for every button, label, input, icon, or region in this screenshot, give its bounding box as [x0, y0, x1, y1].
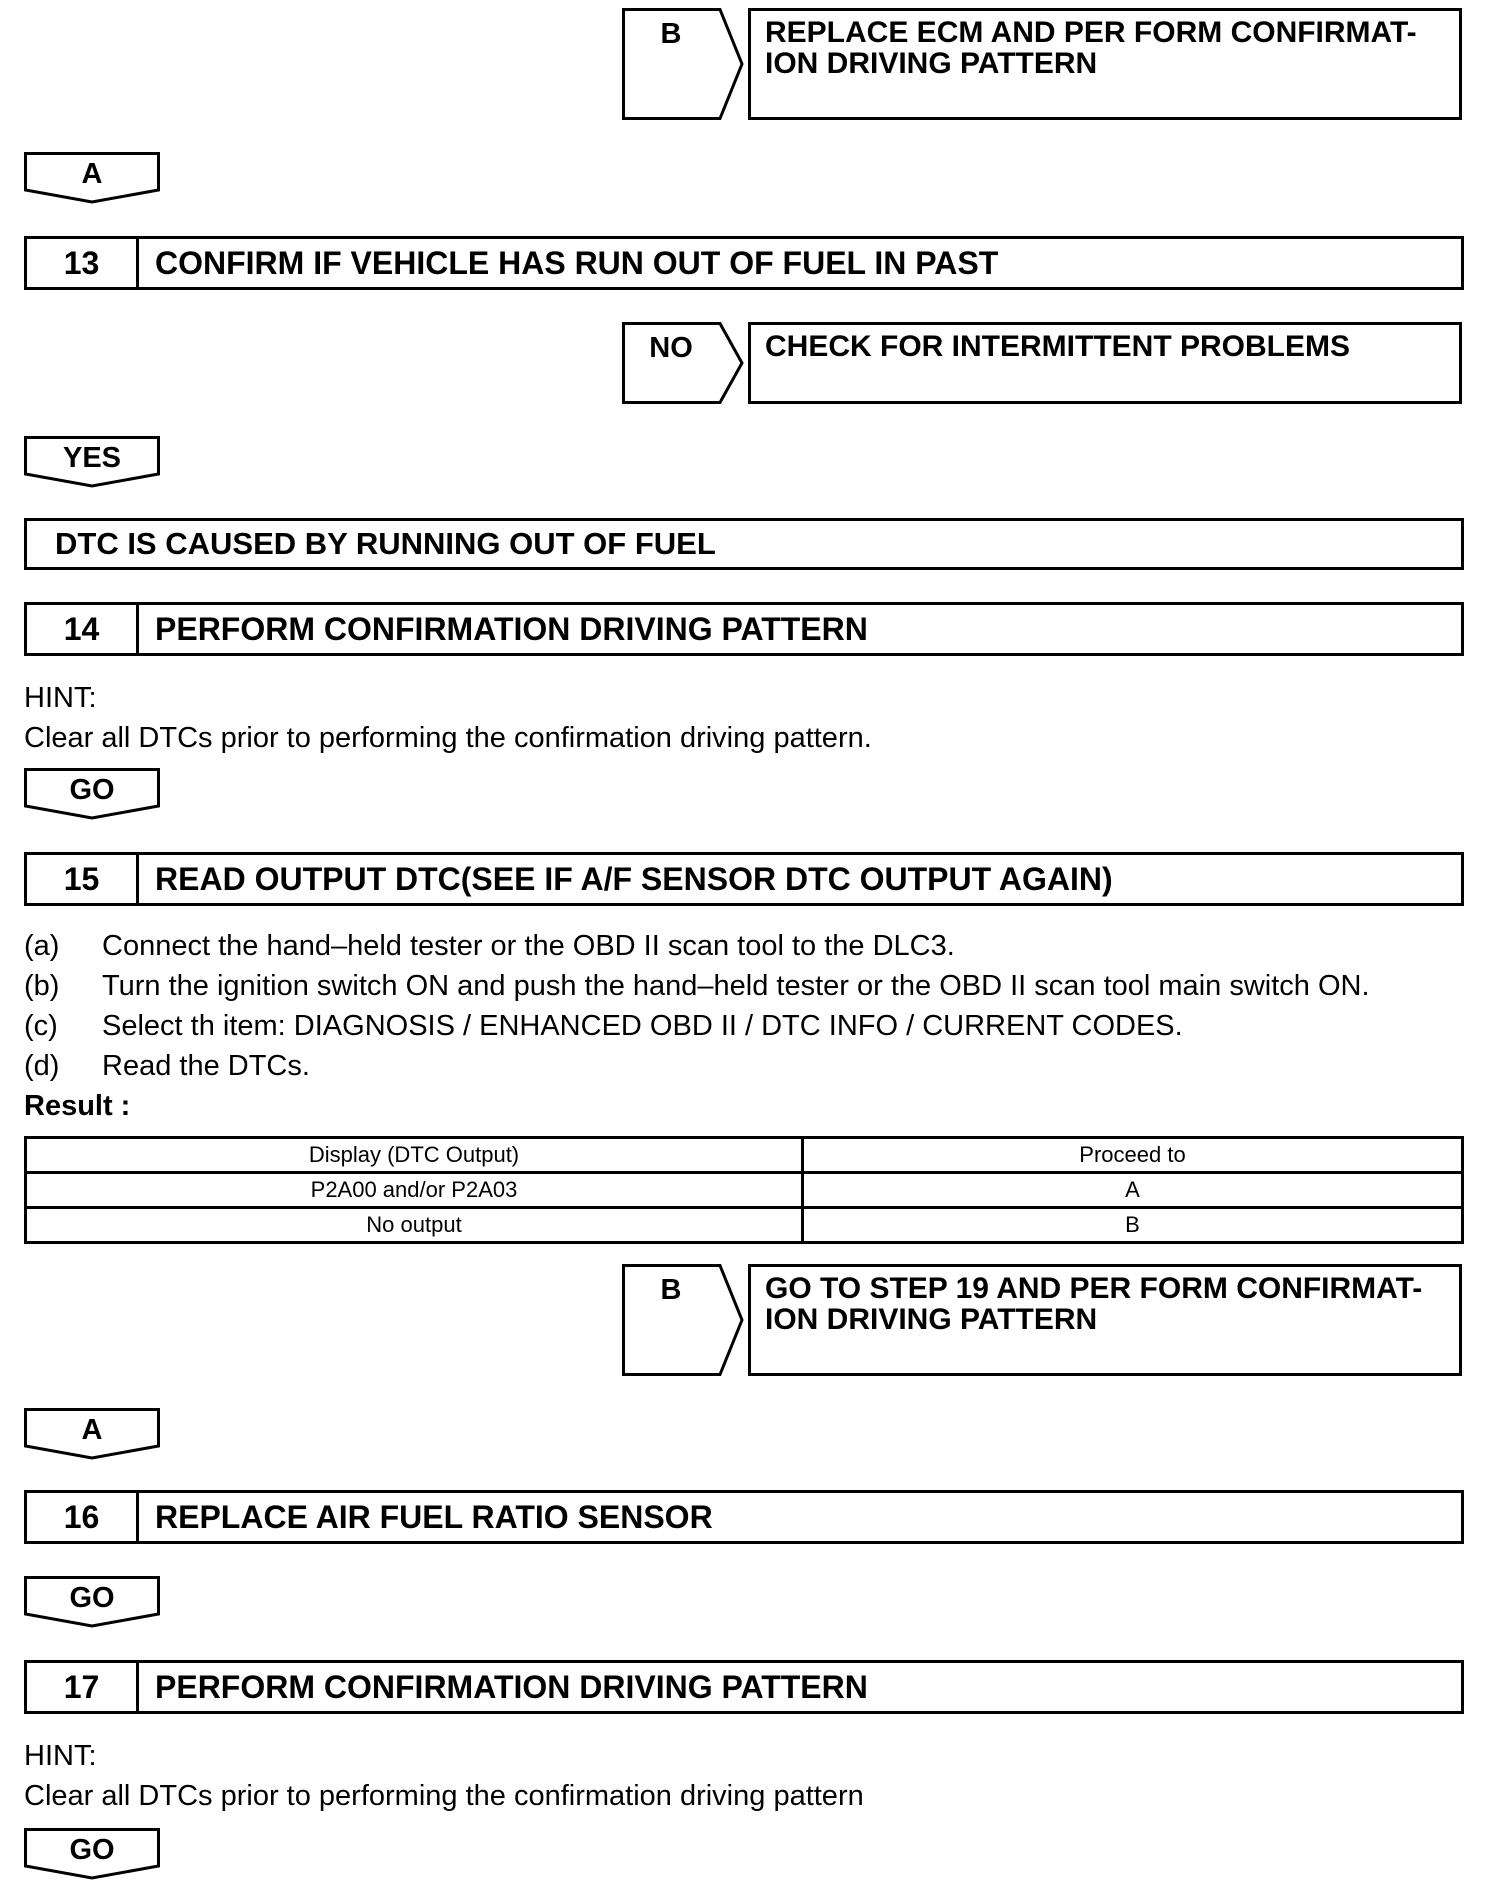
table-cell: A	[803, 1173, 1463, 1208]
conclusion-box: DTC IS CAUSED BY RUNNING OUT OF FUEL	[24, 518, 1464, 570]
branch-result-box	[748, 322, 1462, 404]
branch-label: NO	[649, 332, 693, 364]
step-title: CONFIRM IF VEHICLE HAS RUN OUT OF FUEL IN PAST	[155, 244, 999, 281]
continue-tab-yes	[24, 436, 160, 488]
step-14-header	[24, 602, 1464, 656]
continue-label: A	[81, 158, 103, 190]
continue-tab-a	[24, 1408, 160, 1460]
continue-label: GO	[69, 1582, 115, 1614]
result-line: ION DRIVING PATTERN	[765, 47, 1098, 80]
result-table	[24, 1136, 1464, 1244]
continue-tab-go	[24, 1828, 160, 1880]
hint-label: HINT:	[24, 1740, 97, 1772]
step-number: 14	[27, 605, 139, 653]
branch-label: B	[660, 1274, 682, 1306]
instruction-label: (d)	[24, 1050, 60, 1082]
step-number: 17	[27, 1663, 139, 1711]
continue-label: GO	[69, 774, 115, 806]
instruction-text: Connect the hand–held tester or the OBD II scan tool to the DLC3.	[102, 930, 955, 962]
result-line: CHECK FOR INTERMITTENT PROBLEMS	[765, 330, 1350, 363]
step-16-header	[24, 1490, 1464, 1544]
instruction-text: Turn the ignition switch ON and push the hand–held tester or the OBD II scan tool main switch ON.	[102, 970, 1370, 1002]
continue-tab-go	[24, 768, 160, 820]
instruction-text: Select th item: DIAGNOSIS / ENHANCED OBD II / DTC INFO / CURRENT CODES.	[102, 1010, 1183, 1042]
step-title: PERFORM CONFIRMATION DRIVING PATTERN	[155, 1668, 868, 1705]
instruction-item	[24, 1050, 310, 1083]
table-header: Display (DTC Output)	[26, 1138, 803, 1173]
instruction-text: Read the DTCs.	[102, 1050, 310, 1082]
branch-b-arrow	[622, 1264, 746, 1376]
instruction-label: (a)	[24, 930, 60, 962]
continue-tab-go	[24, 1576, 160, 1628]
step-number: 15	[27, 855, 139, 903]
branch-no-arrow	[622, 322, 746, 404]
result-label: Result :	[24, 1090, 131, 1122]
branch-label: B	[660, 18, 682, 50]
result-line: ION DRIVING PATTERN	[765, 1303, 1098, 1336]
result-line: REPLACE ECM AND PER FORM CONFIRMAT-	[765, 16, 1417, 49]
continue-label: A	[81, 1414, 103, 1446]
continue-label: YES	[62, 442, 122, 474]
branch-result-box	[748, 1264, 1462, 1376]
step-title: PERFORM CONFIRMATION DRIVING PATTERN	[155, 610, 868, 647]
table-row	[26, 1208, 1463, 1243]
branch-b-arrow	[622, 8, 746, 120]
instruction-label: (b)	[24, 970, 60, 1002]
hint-text: Clear all DTCs prior to performing the confirmation driving pattern	[24, 1780, 864, 1812]
table-cell: P2A00 and/or P2A03	[26, 1173, 803, 1208]
instruction-item	[24, 970, 1370, 1003]
step-title: READ OUTPUT DTC(SEE IF A/F SENSOR DTC OUTPUT AGAIN)	[155, 860, 1113, 897]
instruction-item	[24, 930, 955, 963]
table-row	[26, 1173, 1463, 1208]
step-title: REPLACE AIR FUEL RATIO SENSOR	[155, 1498, 713, 1535]
table-header: Proceed to	[803, 1138, 1463, 1173]
hint-label: HINT:	[24, 682, 97, 714]
step-13-header	[24, 236, 1464, 290]
continue-label: GO	[69, 1834, 115, 1866]
result-line: GO TO STEP 19 AND PER FORM CONFIRMAT-	[765, 1272, 1423, 1305]
hint-text: Clear all DTCs prior to performing the confirmation driving pattern.	[24, 722, 872, 754]
step-15-header	[24, 852, 1464, 906]
instruction-label: (c)	[24, 1010, 58, 1042]
instruction-item	[24, 1010, 1183, 1043]
step-17-header	[24, 1660, 1464, 1714]
table-cell: B	[803, 1208, 1463, 1243]
table-header-row	[26, 1138, 1463, 1173]
branch-result-box	[748, 8, 1462, 120]
step-number: 16	[27, 1493, 139, 1541]
continue-tab-a	[24, 152, 160, 204]
step-number: 13	[27, 239, 139, 287]
table-cell: No output	[26, 1208, 803, 1243]
